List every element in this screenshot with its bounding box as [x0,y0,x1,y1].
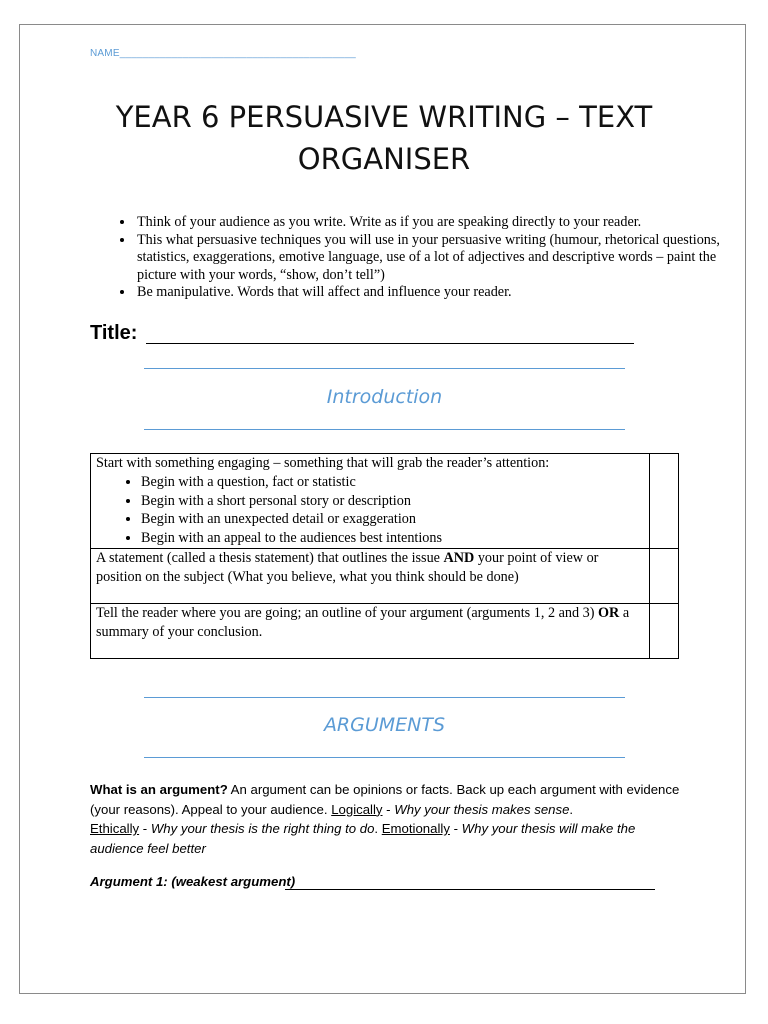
argument-1-label: Argument 1: (weakest argument) [90,874,296,889]
table-row [91,603,679,658]
intro-hook-text: Start with something engaging – something that will grab the reader’s attention: [96,455,550,471]
logically-desc: Why your thesis makes sense [394,801,570,817]
hook-options-list [96,473,644,548]
list-item: • Begin with an appeal to the audiences best intentions [141,529,644,548]
tip-item: • Think of your audience as you write. Write as if you are speaking directly to your reader. [135,214,735,232]
page-title [90,96,678,180]
thesis-text: A statement (called a thesis statement) that outlines the issue [96,549,444,566]
emotionally-desc: Why your thesis will make the audience feel better [90,821,636,856]
outline-text: Tell the reader where you are going; an outline of your argument (arguments 1, 2 and 3) [96,604,598,621]
table-row [91,548,679,603]
argument-explanation: What is an argument? An argument can be opinions or facts. Back up each argument with evidence (your reasons). Appeal to your audience. Logically - Why your thesis makes sense. Ethically - Why your thesis is the right thing to do. Emotionally - Why your thesis will make the audience feel better [90,782,680,856]
ethically-term: Ethically [90,821,140,836]
title-input-line[interactable] [146,343,634,344]
checkbox-cell[interactable] [650,603,679,658]
thesis-text-cont: your point of view or position on the subject (What you believe, what you think should be done) [96,549,599,585]
tips-list [90,214,735,302]
list-item: • Begin with an unexpected detail or exaggeration [141,510,644,529]
list-item: • Begin with a question, fact or statistic [141,473,644,492]
emphasis-or: OR [597,604,620,621]
divider [144,697,625,698]
logically-term: Logically [331,801,383,817]
emphasis-and: AND [443,549,475,566]
outline-text-cont: a summary of your conclusion. [96,604,630,640]
argument-desc: An argument can be opinions or facts. Back up each argument with evidence (your reasons). Appeal to your audience. [90,782,680,817]
page-title-line-1: YEAR 6 PERSUASIVE WRITING – TEXT [115,100,653,134]
table-cell [91,603,650,658]
ethically-desc: Why your thesis is the right thing to do [150,821,375,836]
page-title-line-2: ORGANISER [297,142,471,176]
table-row [91,454,679,549]
checkbox-cell[interactable] [650,548,679,603]
list-item: • Begin with a short personal story or description [141,492,644,511]
checkbox-cell[interactable] [650,454,679,549]
table-cell [91,454,650,549]
emotionally-term: Emotionally [381,821,450,836]
table-cell [91,548,650,603]
introduction-table [90,453,679,659]
arguments-heading: ARGUMENTS [323,714,446,736]
divider [144,368,625,369]
argument-1-input-line[interactable] [285,889,655,890]
name-field[interactable]: NAME_________________________________________ [90,48,356,59]
introduction-heading: Introduction [326,386,443,408]
divider [144,757,625,758]
argument-question: What is an argument? [90,782,228,797]
tip-item: • Be manipulative. Words that will affect and influence your reader. [135,284,735,302]
title-label: Title: [90,322,138,344]
tip-item: • This what persuasive techniques you will use in your persuasive writing (humour, rhetorical questions, statistics, exaggerations, emotive language, use of a lot of adjectives and descriptive words – paint the picture with your words, “show, don’t tell”) [135,232,735,285]
divider [144,429,625,430]
